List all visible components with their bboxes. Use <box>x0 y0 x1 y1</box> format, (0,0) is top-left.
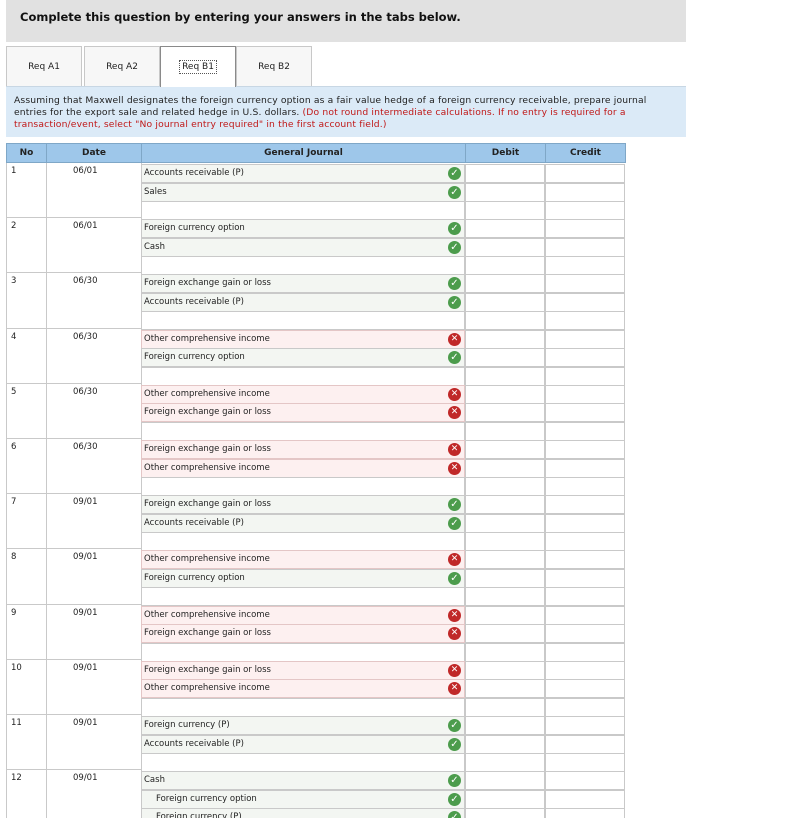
account-name: Foreign exchange gain or loss <box>144 278 271 289</box>
credit-field[interactable] <box>545 367 625 386</box>
entry-date[interactable]: 09/01 <box>46 494 142 549</box>
account-field[interactable] <box>141 274 465 293</box>
entry-number: 6 <box>6 439 47 494</box>
account-name: Other comprehensive income <box>144 462 270 473</box>
entry-number: 5 <box>6 384 47 439</box>
debit-field[interactable] <box>465 606 545 625</box>
account-name: Foreign currency option <box>144 223 245 234</box>
account-field[interactable] <box>141 550 465 569</box>
credit-field[interactable] <box>545 587 625 606</box>
debit-field[interactable] <box>465 183 545 202</box>
instructions <box>6 86 686 137</box>
credit-field[interactable] <box>545 477 625 496</box>
account-field[interactable] <box>141 385 465 404</box>
entry-number: 11 <box>6 715 47 770</box>
account-name: Foreign currency option <box>144 572 245 583</box>
credit-field[interactable] <box>545 293 625 312</box>
account-field[interactable] <box>141 624 465 643</box>
x-circle-icon: ✕ <box>448 406 461 419</box>
debit-field[interactable] <box>465 403 545 422</box>
account-name: Other comprehensive income <box>144 554 270 565</box>
account-name: Accounts receivable (P) <box>144 517 244 528</box>
debit-field[interactable] <box>465 385 545 404</box>
account-field-empty[interactable] <box>141 477 465 496</box>
check-circle-icon: ✓ <box>448 498 461 511</box>
debit-field[interactable] <box>465 753 545 772</box>
credit-field[interactable] <box>545 698 625 717</box>
credit-field[interactable] <box>545 550 625 569</box>
debit-field[interactable] <box>465 569 545 588</box>
col-header-debit: Debit <box>465 143 546 163</box>
account-name: Foreign exchange gain or loss <box>144 444 271 454</box>
credit-field[interactable] <box>545 771 625 790</box>
debit-field[interactable] <box>465 735 545 754</box>
check-circle-icon: ✓ <box>448 277 461 290</box>
col-header-journal: General Journal <box>141 143 466 163</box>
account-name: Foreign exchange gain or loss <box>144 407 271 418</box>
credit-field[interactable] <box>545 403 625 422</box>
account-field-empty[interactable] <box>141 311 465 330</box>
credit-field[interactable] <box>545 164 625 183</box>
credit-field[interactable] <box>545 256 625 275</box>
account-name: Accounts receivable (P) <box>144 168 244 178</box>
credit-field[interactable] <box>545 440 625 459</box>
x-circle-icon: ✕ <box>448 388 461 401</box>
debit-field[interactable] <box>465 661 545 680</box>
credit-field[interactable] <box>545 422 625 441</box>
entry-date[interactable]: 09/01 <box>46 770 142 825</box>
x-circle-icon: ✕ <box>448 664 461 677</box>
account-field[interactable] <box>141 606 465 625</box>
entry-number: 12 <box>6 770 47 825</box>
entry-number: 7 <box>6 494 47 549</box>
account-field-empty[interactable] <box>141 587 465 606</box>
check-circle-icon: ✓ <box>448 517 461 530</box>
debit-field[interactable] <box>465 256 545 275</box>
debit-field[interactable] <box>465 790 545 809</box>
debit-field[interactable] <box>465 330 545 349</box>
entry-number: 4 <box>6 329 47 384</box>
account-field[interactable] <box>141 238 465 257</box>
credit-field[interactable] <box>545 716 625 735</box>
account-field[interactable] <box>141 716 465 735</box>
check-circle-icon: ✓ <box>448 572 461 585</box>
account-name: Foreign currency option <box>144 352 245 363</box>
account-name: Foreign currency option <box>156 793 257 804</box>
debit-field[interactable] <box>465 514 545 533</box>
account-name: Foreign exchange gain or loss <box>144 628 271 639</box>
account-field[interactable] <box>141 293 465 312</box>
credit-field[interactable] <box>545 679 625 698</box>
credit-field[interactable] <box>545 238 625 257</box>
scroll-clip <box>0 818 793 830</box>
debit-field[interactable] <box>465 771 545 790</box>
x-circle-icon: ✕ <box>448 627 461 640</box>
check-circle-icon: ✓ <box>448 167 461 180</box>
credit-field[interactable] <box>545 459 625 478</box>
credit-field[interactable] <box>545 643 625 662</box>
check-circle-icon: ✓ <box>448 793 461 806</box>
entry-date[interactable]: 06/30 <box>46 329 142 384</box>
account-field[interactable] <box>141 348 465 367</box>
tab-req-b2[interactable]: Req B2 <box>236 46 312 86</box>
check-circle-icon: ✓ <box>448 222 461 235</box>
tab-req-a2[interactable]: Req A2 <box>84 46 160 86</box>
debit-field[interactable] <box>465 274 545 293</box>
account-field[interactable] <box>141 495 465 514</box>
x-circle-icon: ✕ <box>448 443 461 456</box>
entry-date[interactable]: 06/30 <box>46 273 142 328</box>
debit-field[interactable] <box>465 716 545 735</box>
debit-field[interactable] <box>465 643 545 662</box>
entry-number: 2 <box>6 218 47 273</box>
debit-field[interactable] <box>465 532 545 551</box>
account-field[interactable] <box>141 403 465 422</box>
x-circle-icon: ✕ <box>448 333 461 346</box>
x-circle-icon: ✕ <box>448 462 461 475</box>
account-name: Foreign exchange gain or loss <box>144 664 271 675</box>
credit-field[interactable] <box>545 661 625 680</box>
account-field-empty[interactable] <box>141 698 465 717</box>
account-field[interactable] <box>141 679 465 698</box>
account-field-empty[interactable] <box>141 532 465 551</box>
account-name: Cash <box>144 241 165 252</box>
debit-field[interactable] <box>465 201 545 220</box>
debit-field[interactable] <box>465 679 545 698</box>
account-field-empty[interactable] <box>141 201 465 220</box>
debit-field[interactable] <box>465 422 545 441</box>
x-circle-icon: ✕ <box>448 682 461 695</box>
account-field[interactable] <box>141 661 465 680</box>
entry-date[interactable]: 09/01 <box>46 605 142 660</box>
debit-field[interactable] <box>465 698 545 717</box>
debit-field[interactable] <box>465 587 545 606</box>
debit-field[interactable] <box>465 440 545 459</box>
col-header-date: Date <box>46 143 142 163</box>
entry-date[interactable]: 09/01 <box>46 549 142 604</box>
account-field[interactable] <box>141 164 465 183</box>
entry-number: 8 <box>6 549 47 604</box>
entry-date[interactable]: 09/01 <box>46 715 142 770</box>
check-circle-icon: ✓ <box>448 719 461 732</box>
debit-field[interactable] <box>465 367 545 386</box>
entry-number: 9 <box>6 605 47 660</box>
debit-field[interactable] <box>465 311 545 330</box>
debit-field[interactable] <box>465 293 545 312</box>
account-name: Other comprehensive income <box>144 683 270 694</box>
entry-date[interactable]: 06/01 <box>46 218 142 273</box>
account-field-empty[interactable] <box>141 753 465 772</box>
credit-field[interactable] <box>545 330 625 349</box>
credit-field[interactable] <box>545 735 625 754</box>
credit-field[interactable] <box>545 606 625 625</box>
account-field[interactable] <box>141 735 465 754</box>
check-circle-icon: ✓ <box>448 351 461 364</box>
debit-field[interactable] <box>465 550 545 569</box>
debit-field[interactable] <box>465 495 545 514</box>
credit-field[interactable] <box>545 753 625 772</box>
entry-number: 3 <box>6 273 47 328</box>
tab-req-a1[interactable]: Req A1 <box>6 46 82 86</box>
col-header-credit: Credit <box>545 143 626 163</box>
account-name: Foreign currency (P) <box>144 720 230 730</box>
entry-number: 1 <box>6 163 47 218</box>
entry-date[interactable]: 06/30 <box>46 384 142 439</box>
account-field[interactable] <box>141 183 465 202</box>
credit-field[interactable] <box>545 624 625 643</box>
question-header <box>6 0 686 42</box>
debit-field[interactable] <box>465 348 545 367</box>
credit-field[interactable] <box>545 201 625 220</box>
credit-field[interactable] <box>545 183 625 202</box>
entry-number: 10 <box>6 660 47 715</box>
account-name: Other comprehensive income <box>144 609 270 620</box>
debit-field[interactable] <box>465 459 545 478</box>
credit-field[interactable] <box>545 348 625 367</box>
account-field-empty[interactable] <box>141 422 465 441</box>
credit-field[interactable] <box>545 219 625 238</box>
credit-field[interactable] <box>545 274 625 293</box>
x-circle-icon: ✕ <box>448 553 461 566</box>
tab-req-b1[interactable]: Req B1 <box>160 46 236 87</box>
account-name: Other comprehensive income <box>144 388 270 399</box>
check-circle-icon: ✓ <box>448 296 461 309</box>
instructions-note: (Do not round intermediate calculations. If no entry is required for a transaction/event, select "No journal entry required" in the first account field.) <box>14 107 626 130</box>
check-circle-icon: ✓ <box>448 186 461 199</box>
account-field[interactable] <box>141 330 465 349</box>
account-field-empty[interactable] <box>141 643 465 662</box>
account-field-empty[interactable] <box>141 256 465 275</box>
debit-field[interactable] <box>465 219 545 238</box>
instructions-main: Assuming that Maxwell designates the foreign currency option as a fair value hedge of a foreign currency receivable, prepare journal entries for the export sale and related hedge in U.S. dollars. <box>14 95 647 118</box>
account-name: Accounts receivable (P) <box>144 296 244 307</box>
entry-date[interactable]: 06/01 <box>46 163 142 218</box>
check-circle-icon: ✓ <box>448 241 461 254</box>
account-name: Other comprehensive income <box>144 333 270 344</box>
account-field[interactable] <box>141 771 465 790</box>
account-field-empty[interactable] <box>141 367 465 386</box>
debit-field[interactable] <box>465 477 545 496</box>
account-field[interactable] <box>141 219 465 238</box>
account-field[interactable] <box>141 790 465 809</box>
col-header-no: No <box>6 143 47 163</box>
credit-field[interactable] <box>545 495 625 514</box>
credit-field[interactable] <box>545 385 625 404</box>
account-name: Sales <box>144 186 167 197</box>
check-circle-icon: ✓ <box>448 738 461 751</box>
credit-field[interactable] <box>545 311 625 330</box>
debit-field[interactable] <box>465 164 545 183</box>
debit-field[interactable] <box>465 238 545 257</box>
question-prompt: Complete this question by entering your answers in the tabs below. <box>20 10 461 24</box>
credit-field[interactable] <box>545 790 625 809</box>
credit-field[interactable] <box>545 532 625 551</box>
credit-field[interactable] <box>545 569 625 588</box>
entry-date[interactable]: 06/30 <box>46 439 142 494</box>
account-name: Accounts receivable (P) <box>144 738 244 749</box>
entry-date[interactable]: 09/01 <box>46 660 142 715</box>
account-field[interactable] <box>141 459 465 478</box>
credit-field[interactable] <box>545 514 625 533</box>
debit-field[interactable] <box>465 624 545 643</box>
check-circle-icon: ✓ <box>448 774 461 787</box>
account-field[interactable] <box>141 440 465 459</box>
x-circle-icon: ✕ <box>448 609 461 622</box>
account-field[interactable] <box>141 569 465 588</box>
account-field[interactable] <box>141 514 465 533</box>
account-name: Foreign exchange gain or loss <box>144 499 271 510</box>
account-name: Cash <box>144 775 165 786</box>
